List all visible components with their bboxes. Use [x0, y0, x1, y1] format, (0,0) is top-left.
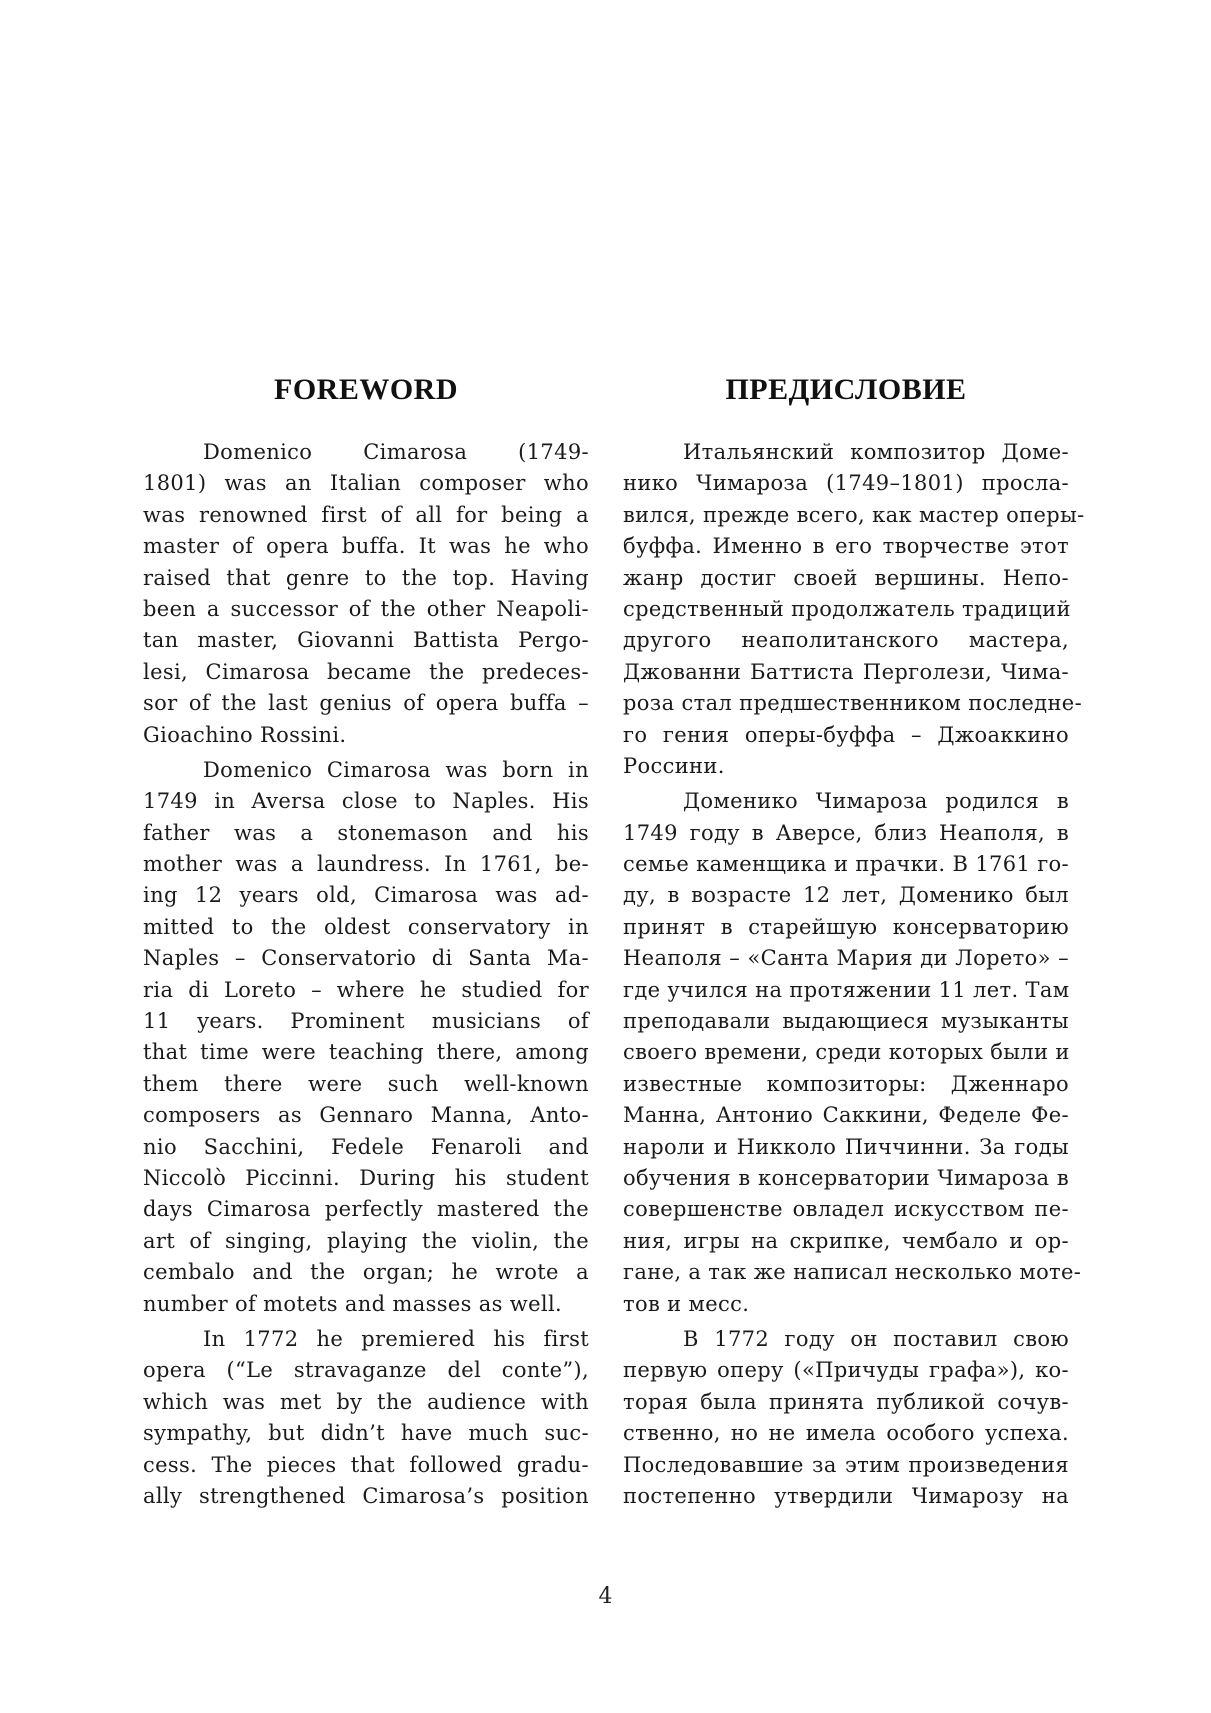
- text-line: жанр достиг своей вершины. Непо-: [623, 565, 1069, 590]
- russian-paragraph-3: [623, 1324, 1069, 1512]
- text-line: tan master, Giovanni Battista Pergo-: [143, 628, 589, 653]
- text-line: ria di Loreto – where he studied for: [143, 977, 589, 1002]
- text-line: В 1772 году он поставил свою: [683, 1326, 1069, 1351]
- text-line: which was met by the audience with: [143, 1389, 589, 1414]
- text-line: 1749 in Aversa close to Naples. His: [143, 789, 589, 814]
- text-line: ally strengthened Cimarosa’s position: [143, 1483, 589, 1508]
- text-line: 11 years. Prominent musicians of: [143, 1009, 589, 1034]
- text-line: Последовавшие за этим произведения: [623, 1452, 1069, 1477]
- text-line: средственный продолжатель традиций: [623, 596, 1071, 621]
- text-line: been a successor of the other Neapoli-: [143, 596, 589, 621]
- text-line: mitted to the oldest conservatory in: [143, 914, 589, 939]
- text-line: своего времени, среди которых были и: [623, 1040, 1070, 1065]
- text-line: 1801) was an Italian composer who: [143, 471, 589, 496]
- text-line: cembalo and the organ; he wrote a: [143, 1260, 589, 1285]
- text-line: art of singing, playing the violin, the: [143, 1228, 589, 1253]
- text-line: Россини.: [623, 753, 725, 778]
- english-paragraph-1: [143, 437, 589, 751]
- text-line: opera (“Le stravaganze del conte”),: [143, 1358, 589, 1383]
- text-line: принят в старейшую консерваторию: [623, 914, 1069, 939]
- text-line: Неаполя – «Санта Мария ди Лорето» –: [623, 946, 1069, 971]
- text-line: Domenico Cimarosa (1749-: [203, 440, 589, 464]
- russian-heading: ПРЕДИСЛОВИЕ: [725, 373, 967, 406]
- english-paragraph-2: [143, 755, 589, 1320]
- russian-column: [623, 368, 1085, 1512]
- text-line: days Cimarosa perfectly mastered the: [143, 1197, 589, 1222]
- text-line: Naples – Conservatorio di Santa Ma-: [143, 946, 589, 971]
- text-line: sympathy, but didn’t have much suc-: [143, 1421, 589, 1446]
- text-line: первую оперу («Причуды графа»), ко-: [623, 1358, 1069, 1383]
- text-line: другого неаполитанского мастера,: [623, 628, 1069, 653]
- text-line: Джованни Баттиста Перголези, Чима-: [623, 659, 1069, 684]
- page-number: 4: [598, 1584, 613, 1609]
- text-line: master of opera buffa. It was he who: [143, 534, 589, 559]
- text-line: совершенстве овладел искусством пе-: [623, 1197, 1069, 1222]
- text-line: that time were teaching there, among: [143, 1040, 589, 1065]
- text-line: го гения оперы-буффа – Джоаккино: [623, 722, 1069, 747]
- text-line: Gioachino Rossini.: [143, 722, 347, 747]
- text-line: Итальянский композитор Доме-: [683, 440, 1069, 464]
- text-line: ния, игры на скрипке, чембало и ор-: [623, 1228, 1069, 1253]
- text-line: тов и месс.: [623, 1291, 750, 1316]
- text-line: them there were such well-known: [143, 1071, 589, 1096]
- russian-paragraph-1: [623, 437, 1085, 782]
- text-line: преподавали выдающиеся музыканты: [623, 1009, 1069, 1034]
- text-line: где учился на протяжении 11 лет. Там: [623, 977, 1070, 1002]
- text-line: father was a stonemason and his: [143, 820, 589, 845]
- text-line: роза стал предшественником последне-: [623, 691, 1083, 716]
- text-line: raised that genre to the top. Having: [143, 565, 589, 590]
- text-line: вился, прежде всего, как мастер оперы-: [623, 502, 1085, 527]
- text-line: lesi, Cimarosa became the predeces-: [143, 659, 589, 684]
- text-line: Domenico Cimarosa was born in: [203, 757, 589, 782]
- text-line: семье каменщика и прачки. В 1761 го-: [623, 852, 1069, 877]
- text-line: mother was a laundress. In 1761, be-: [143, 852, 589, 877]
- text-line: was renowned first of all for being a: [143, 502, 589, 527]
- text-line: 1749 году в Аверсе, близ Неаполя, в: [623, 820, 1069, 845]
- text-line: Niccolò Piccinni. During his student: [143, 1165, 589, 1190]
- text-line: number of motets and masses as well.: [143, 1291, 563, 1316]
- text-line: нароли и Никколо Пиччинни. За годы: [623, 1134, 1069, 1159]
- text-line: Доменико Чимароза родился в: [683, 789, 1069, 814]
- english-column: [143, 368, 589, 1512]
- text-line: composers as Gennaro Manna, Anto-: [143, 1103, 589, 1128]
- text-line: ing 12 years old, Cimarosa was ad-: [143, 883, 589, 908]
- text-line: обучения в консерватории Чимароза в: [623, 1165, 1069, 1190]
- text-line: ственно, но не имела особого успеха.: [623, 1421, 1069, 1446]
- text-line: постепенно утвердили Чимарозу на: [623, 1483, 1069, 1508]
- english-paragraph-3: [143, 1324, 589, 1512]
- text-line: гане, а так же написал несколько моте-: [623, 1260, 1082, 1285]
- text-line: cess. The pieces that followed gradu-: [143, 1452, 589, 1477]
- text-line: ду, в возрасте 12 лет, Доменико был: [623, 883, 1069, 908]
- text-line: Манна, Антонио Саккини, Феделе Фе-: [623, 1103, 1069, 1128]
- russian-paragraph-2: [623, 786, 1082, 1320]
- english-heading: FOREWORD: [274, 373, 458, 406]
- text-line: In 1772 he premiered his first: [203, 1326, 589, 1351]
- text-line: буффа. Именно в его творчестве этот: [623, 534, 1069, 559]
- text-line: nio Sacchini, Fedele Fenaroli and: [143, 1134, 589, 1159]
- text-line: известные композиторы: Дженнаро: [623, 1071, 1069, 1096]
- text-line: нико Чимароза (1749–1801) просла-: [623, 471, 1069, 496]
- text-line: торая была принята публикой сочув-: [623, 1389, 1069, 1414]
- text-line: sor of the last genius of opera buffa –: [143, 691, 589, 716]
